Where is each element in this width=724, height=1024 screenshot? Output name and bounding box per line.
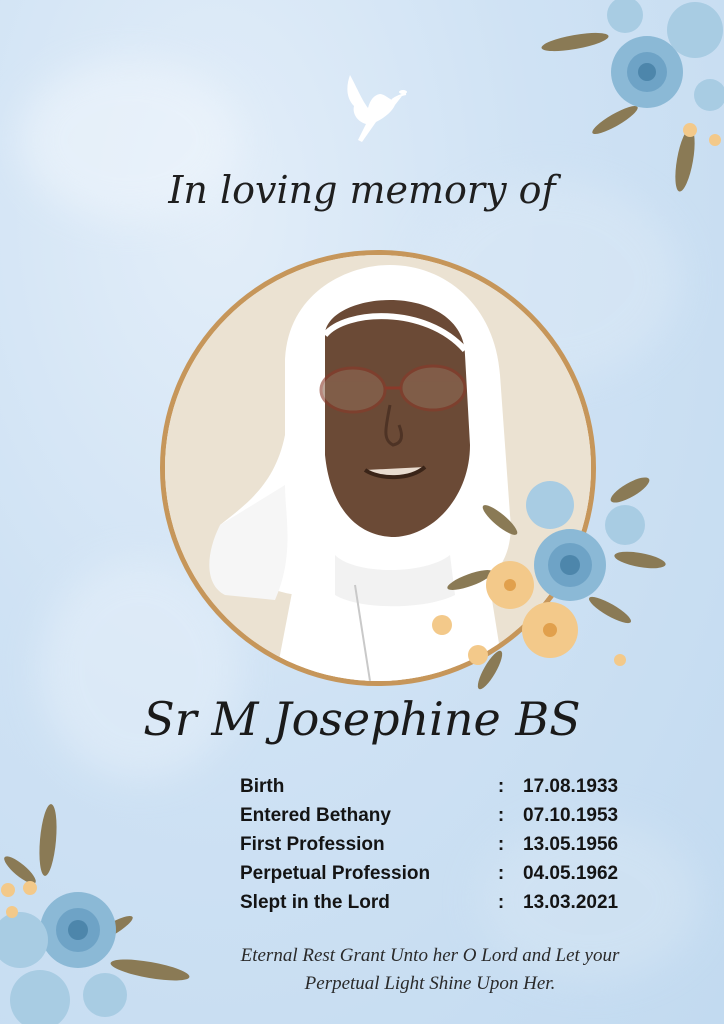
floral-decoration-bottom-left	[0, 800, 200, 1024]
detail-row-perpetual-profession	[240, 859, 660, 888]
detail-row-slept	[240, 888, 660, 917]
detail-row-first-profession	[240, 830, 660, 859]
prayer-line: Eternal Rest Grant Unto her O Lord and Let your	[240, 945, 620, 966]
detail-value: 04.05.1962	[523, 862, 619, 884]
floral-decoration-top-right	[535, 0, 724, 210]
detail-label: First Profession	[240, 833, 385, 855]
detail-value: 13.03.2021	[523, 891, 619, 913]
detail-label: Perpetual Profession	[240, 862, 431, 884]
detail-label: Slept in the Lord	[240, 891, 390, 913]
heading: In loving memory of	[168, 168, 556, 212]
deceased-name: Sr M Josephine BS	[143, 692, 581, 746]
floral-decoration-right	[430, 450, 670, 710]
life-details	[240, 772, 660, 917]
detail-label: Entered Bethany	[240, 804, 391, 826]
detail-separator: :	[497, 891, 505, 913]
detail-value: 13.05.1956	[523, 833, 619, 855]
detail-value: 07.10.1953	[523, 804, 619, 826]
dove-icon	[340, 70, 410, 155]
prayer-line: Perpetual Light Shine Upon Her.	[304, 973, 556, 994]
detail-separator: :	[497, 862, 505, 884]
detail-separator: :	[497, 833, 505, 855]
detail-value: 17.08.1933	[523, 775, 619, 797]
detail-row-entered	[240, 801, 660, 830]
detail-row-birth	[240, 772, 660, 801]
detail-separator: :	[497, 804, 505, 826]
detail-separator: :	[497, 775, 505, 797]
prayer-text	[190, 942, 670, 998]
detail-label: Birth	[240, 775, 285, 797]
